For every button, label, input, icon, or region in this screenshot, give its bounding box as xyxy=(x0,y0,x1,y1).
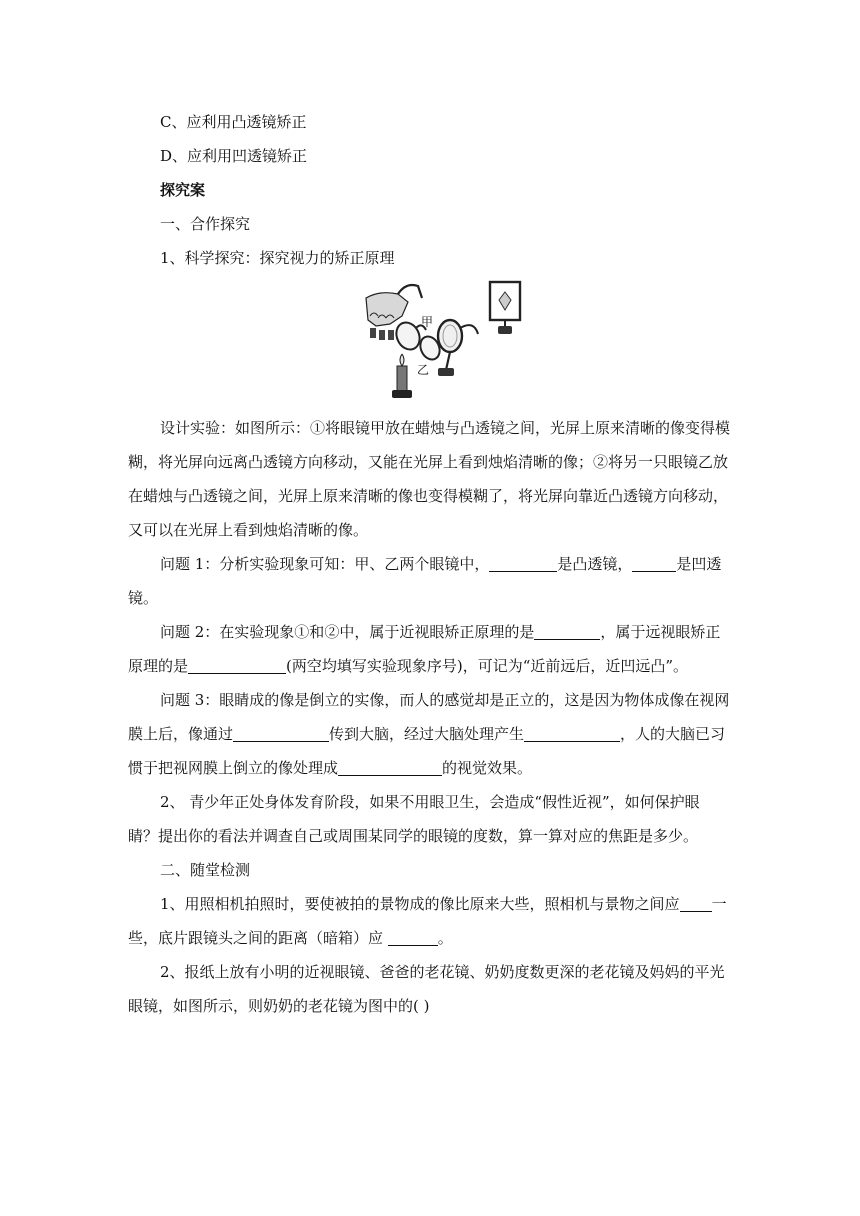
label-jia: 甲 xyxy=(421,315,434,329)
check-question-2-cont: 眼镜，如图所示，则奶奶的老花镜为图中的( ) xyxy=(128,997,430,1015)
option-d: D、应利用凹透镜矫正 xyxy=(160,147,308,165)
item2-line-1: 2、 青少年正处身体发育阶段，如果不用眼卫生，会造成“假性近视”，如何保护眼 xyxy=(160,793,700,811)
question-1: 问题 1：分析实验现象可知：甲、乙两个眼镜中， 是凸透镜， 是凹透 xyxy=(160,555,722,573)
part1-heading: 一、合作探究 xyxy=(160,215,251,233)
question-2: 问题 2：在实验现象①和②中，属于近视眼矫正原理的是 ，属于远视眼矫正 xyxy=(160,623,721,641)
item2-line-2: 睛？提出你的看法并调查自己或周围某同学的眼镜的度数，算一算对应的焦距是多少。 xyxy=(128,827,699,845)
experiment-figure xyxy=(362,276,532,406)
answer-blank[interactable] xyxy=(188,657,286,674)
question-3-line-2: 膜上后，像通过 传到大脑，经过大脑处理产生 ，人的大脑已习 xyxy=(128,725,726,743)
question-3: 问题 3：眼睛成的像是倒立的实像，而人的感觉却是正立的，这是因为物体成像在视网 xyxy=(160,691,730,709)
answer-blank[interactable] xyxy=(534,623,600,640)
answer-blank[interactable] xyxy=(524,725,620,742)
answer-blank[interactable] xyxy=(680,895,712,912)
design-line-2: 糊，将光屏向远离凸透镜方向移动，又能在光屏上看到烛焰清晰的像；②将另一只眼镜乙放 xyxy=(128,453,729,471)
answer-blank[interactable] xyxy=(489,555,557,572)
answer-blank[interactable] xyxy=(338,759,442,776)
check-question-1: 1、用照相机拍照时，要使被拍的景物成的像比原来大些，照相机与景物之间应 一 xyxy=(160,895,727,913)
section-title: 探究案 xyxy=(160,181,206,199)
question-3-line-3: 惯于把视网膜上倒立的像处理成 的视觉效果。 xyxy=(128,759,533,777)
design-line-4: 又可以在光屏上看到烛焰清晰的像。 xyxy=(128,521,369,539)
answer-blank[interactable] xyxy=(388,929,438,946)
design-line-3: 在蜡烛与凸透镜之间，光屏上原来清晰的像也变得模糊了，将光屏向靠近凸透镜方向移动， xyxy=(128,487,729,505)
check-question-2: 2、报纸上放有小明的近视眼镜、爸爸的老花镜、奶奶度数更深的老花镜及妈妈的平光 xyxy=(160,963,725,981)
design-line-1: 设计实验：如图所示：①将眼镜甲放在蜡烛与凸透镜之间，光屏上原来清晰的像变得模 xyxy=(160,419,731,437)
question-2-cont: 原理的是 (两空均填写实验现象序号)，可记为“近前远后，近凹远凸”。 xyxy=(128,657,689,675)
check-question-1-cont: 些，底片跟镜头之间的距离（暗箱）应 。 xyxy=(128,929,453,947)
option-c: C、应利用凸透镜矫正 xyxy=(160,113,307,131)
part2-heading: 二、随堂检测 xyxy=(160,861,251,879)
question-1-cont: 镜。 xyxy=(128,589,159,607)
answer-blank[interactable] xyxy=(632,555,676,572)
item1-title: 1、科学探究：探究视力的矫正原理 xyxy=(160,249,395,267)
answer-blank[interactable] xyxy=(233,725,329,742)
label-yi: 乙 xyxy=(417,363,430,377)
